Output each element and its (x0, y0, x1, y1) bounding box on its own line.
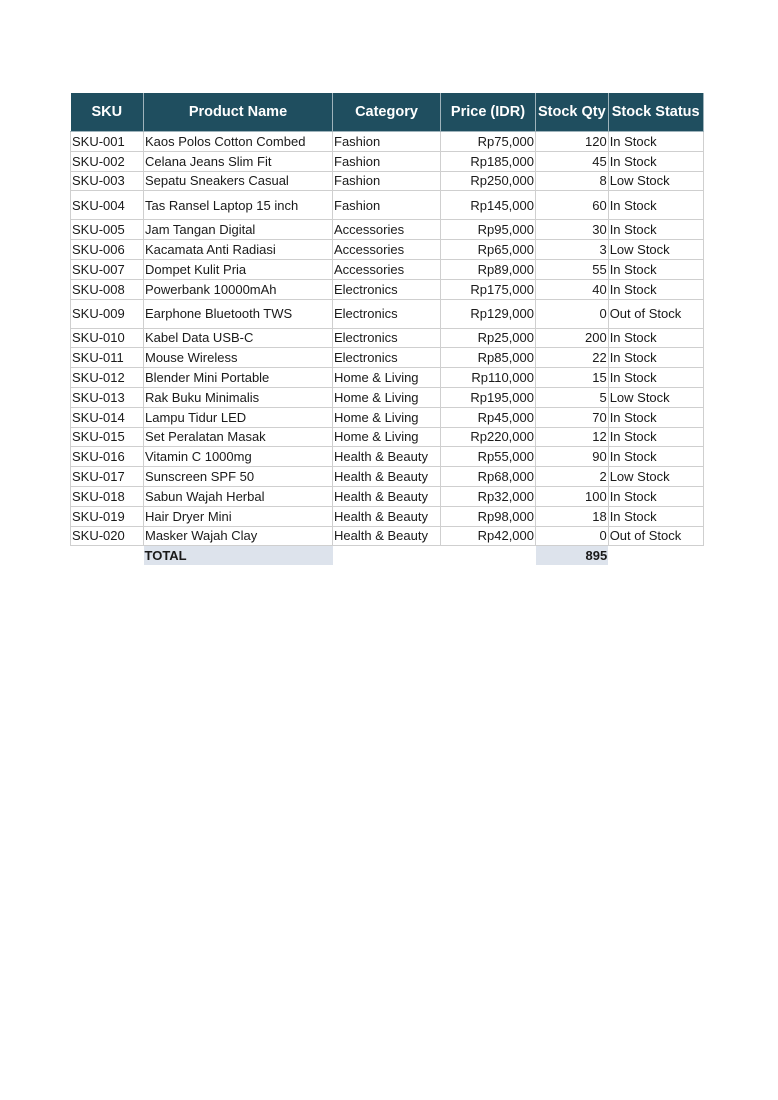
cell-stock-qty[interactable]: 40 (536, 279, 609, 299)
header-row (71, 93, 704, 132)
table-row (71, 299, 704, 328)
cell-stock-qty[interactable]: 0 (536, 299, 609, 328)
cell-sku[interactable]: SKU-018 (71, 486, 144, 506)
table-row (71, 467, 704, 487)
header-stock-qty[interactable]: Stock Qty (536, 93, 609, 132)
cell-stock-qty[interactable]: 60 (536, 191, 609, 220)
cell-product-name[interactable]: Mouse Wireless (144, 348, 333, 368)
cell-stock-qty[interactable]: 30 (536, 220, 609, 240)
total-row (71, 546, 704, 565)
table-row (71, 220, 704, 240)
cell-stock-status[interactable]: In Stock (608, 447, 703, 467)
cell-sku[interactable]: SKU-005 (71, 220, 144, 240)
cell-category[interactable]: Home & Living (333, 407, 441, 427)
cell-product-name[interactable]: Set Peralatan Masak (144, 427, 333, 447)
total-empty-cell (333, 546, 441, 565)
cell-category[interactable]: Fashion (333, 191, 441, 220)
cell-stock-qty[interactable]: 45 (536, 151, 609, 171)
table-row (71, 171, 704, 191)
total-stock-qty[interactable]: 895 (536, 546, 609, 565)
cell-stock-qty[interactable]: 90 (536, 447, 609, 467)
cell-sku[interactable]: SKU-004 (71, 191, 144, 220)
cell-category[interactable]: Electronics (333, 279, 441, 299)
cell-product-name[interactable]: Blender Mini Portable (144, 368, 333, 388)
table-row (71, 368, 704, 388)
table-row (71, 506, 704, 526)
cell-price[interactable]: Rp68,000 (441, 467, 536, 487)
cell-price[interactable]: Rp55,000 (441, 447, 536, 467)
cell-stock-qty[interactable]: 100 (536, 486, 609, 506)
cell-sku[interactable]: SKU-001 (71, 132, 144, 152)
cell-product-name[interactable]: Sepatu Sneakers Casual (144, 171, 333, 191)
table-header (71, 93, 704, 132)
cell-stock-status[interactable]: In Stock (608, 220, 703, 240)
cell-product-name[interactable]: Kacamata Anti Radiasi (144, 240, 333, 260)
cell-product-name[interactable]: Kabel Data USB-C (144, 328, 333, 348)
cell-product-name[interactable]: Hair Dryer Mini (144, 506, 333, 526)
cell-stock-qty[interactable]: 200 (536, 328, 609, 348)
table-row (71, 240, 704, 260)
cell-stock-qty[interactable]: 70 (536, 407, 609, 427)
cell-stock-status[interactable]: In Stock (608, 259, 703, 279)
table-row (71, 427, 704, 447)
cell-product-name[interactable]: Jam Tangan Digital (144, 220, 333, 240)
total-label[interactable]: TOTAL (144, 546, 333, 565)
header-price[interactable]: Price (IDR) (441, 93, 536, 132)
total-empty-cell (71, 546, 144, 565)
cell-stock-status[interactable]: Low Stock (608, 467, 703, 487)
cell-stock-qty[interactable]: 5 (536, 387, 609, 407)
cell-price[interactable]: Rp185,000 (441, 151, 536, 171)
cell-product-name[interactable]: Masker Wajah Clay (144, 526, 333, 546)
cell-category[interactable]: Health & Beauty (333, 486, 441, 506)
cell-stock-status[interactable]: In Stock (608, 279, 703, 299)
cell-sku[interactable]: SKU-010 (71, 328, 144, 348)
cell-stock-status[interactable]: Low Stock (608, 387, 703, 407)
table-row (71, 407, 704, 427)
total-empty-cell (608, 546, 703, 565)
cell-stock-status[interactable]: In Stock (608, 151, 703, 171)
cell-product-name[interactable]: Tas Ransel Laptop 15 inch (144, 191, 333, 220)
cell-category[interactable]: Electronics (333, 299, 441, 328)
cell-price[interactable]: Rp25,000 (441, 328, 536, 348)
cell-sku[interactable]: SKU-020 (71, 526, 144, 546)
table-row (71, 259, 704, 279)
inventory-table (70, 93, 704, 565)
cell-stock-status[interactable]: In Stock (608, 132, 703, 152)
cell-stock-status[interactable]: In Stock (608, 191, 703, 220)
cell-price[interactable]: Rp195,000 (441, 387, 536, 407)
cell-sku[interactable]: SKU-008 (71, 279, 144, 299)
table-row (71, 526, 704, 546)
cell-sku[interactable]: SKU-012 (71, 368, 144, 388)
cell-category[interactable]: Health & Beauty (333, 447, 441, 467)
cell-sku[interactable]: SKU-015 (71, 427, 144, 447)
table-row (71, 132, 704, 152)
cell-stock-qty[interactable]: 120 (536, 132, 609, 152)
cell-price[interactable]: Rp145,000 (441, 191, 536, 220)
cell-sku[interactable]: SKU-011 (71, 348, 144, 368)
cell-category[interactable]: Home & Living (333, 368, 441, 388)
cell-category[interactable]: Fashion (333, 171, 441, 191)
cell-stock-status[interactable]: Out of Stock (608, 526, 703, 546)
cell-category[interactable]: Accessories (333, 240, 441, 260)
header-sku[interactable]: SKU (71, 93, 144, 132)
cell-product-name[interactable]: Sabun Wajah Herbal (144, 486, 333, 506)
cell-category[interactable]: Health & Beauty (333, 526, 441, 546)
table-row (71, 348, 704, 368)
cell-category[interactable]: Health & Beauty (333, 506, 441, 526)
cell-category[interactable]: Home & Living (333, 427, 441, 447)
cell-price[interactable]: Rp110,000 (441, 368, 536, 388)
cell-stock-status[interactable]: Low Stock (608, 171, 703, 191)
cell-stock-qty[interactable]: 8 (536, 171, 609, 191)
cell-category[interactable]: Fashion (333, 132, 441, 152)
table-footer (71, 546, 704, 565)
header-category[interactable]: Category (333, 93, 441, 132)
cell-product-name[interactable]: Rak Buku Minimalis (144, 387, 333, 407)
cell-product-name[interactable]: Kaos Polos Cotton Combed (144, 132, 333, 152)
table-row (71, 191, 704, 220)
cell-category[interactable]: Home & Living (333, 387, 441, 407)
cell-stock-qty[interactable]: 12 (536, 427, 609, 447)
cell-category[interactable]: Health & Beauty (333, 467, 441, 487)
cell-stock-qty[interactable]: 2 (536, 467, 609, 487)
cell-product-name[interactable]: Sunscreen SPF 50 (144, 467, 333, 487)
cell-sku[interactable]: SKU-013 (71, 387, 144, 407)
header-product-name[interactable]: Product Name (144, 93, 333, 132)
cell-price[interactable]: Rp75,000 (441, 132, 536, 152)
cell-category[interactable]: Electronics (333, 348, 441, 368)
cell-product-name[interactable]: Powerbank 10000mAh (144, 279, 333, 299)
cell-price[interactable]: Rp98,000 (441, 506, 536, 526)
cell-price[interactable]: Rp129,000 (441, 299, 536, 328)
table-row (71, 151, 704, 171)
cell-sku[interactable]: SKU-017 (71, 467, 144, 487)
cell-category[interactable]: Accessories (333, 220, 441, 240)
cell-product-name[interactable]: Dompet Kulit Pria (144, 259, 333, 279)
table-row (71, 486, 704, 506)
cell-sku[interactable]: SKU-007 (71, 259, 144, 279)
cell-price[interactable]: Rp32,000 (441, 486, 536, 506)
cell-stock-qty[interactable]: 22 (536, 348, 609, 368)
cell-sku[interactable]: SKU-016 (71, 447, 144, 467)
cell-stock-status[interactable]: In Stock (608, 506, 703, 526)
cell-category[interactable]: Electronics (333, 328, 441, 348)
cell-stock-status[interactable]: In Stock (608, 328, 703, 348)
table-body (71, 132, 704, 546)
cell-price[interactable]: Rp250,000 (441, 171, 536, 191)
table-row (71, 279, 704, 299)
total-empty-cell (441, 546, 536, 565)
cell-product-name[interactable]: Earphone Bluetooth TWS (144, 299, 333, 328)
cell-product-name[interactable]: Vitamin C 1000mg (144, 447, 333, 467)
cell-sku[interactable]: SKU-019 (71, 506, 144, 526)
cell-stock-qty[interactable]: 15 (536, 368, 609, 388)
cell-category[interactable]: Fashion (333, 151, 441, 171)
cell-price[interactable]: Rp85,000 (441, 348, 536, 368)
table-row (71, 328, 704, 348)
cell-stock-qty[interactable]: 3 (536, 240, 609, 260)
table-row (71, 447, 704, 467)
cell-stock-status[interactable]: In Stock (608, 407, 703, 427)
cell-stock-qty[interactable]: 0 (536, 526, 609, 546)
cell-stock-status[interactable]: In Stock (608, 486, 703, 506)
cell-sku[interactable]: SKU-002 (71, 151, 144, 171)
cell-price[interactable]: Rp95,000 (441, 220, 536, 240)
cell-stock-status[interactable]: In Stock (608, 427, 703, 447)
cell-price[interactable]: Rp65,000 (441, 240, 536, 260)
cell-stock-qty[interactable]: 18 (536, 506, 609, 526)
cell-stock-status[interactable]: Low Stock (608, 240, 703, 260)
cell-stock-qty[interactable]: 55 (536, 259, 609, 279)
cell-product-name[interactable]: Lampu Tidur LED (144, 407, 333, 427)
cell-stock-status[interactable]: In Stock (608, 348, 703, 368)
cell-stock-status[interactable]: Out of Stock (608, 299, 703, 328)
cell-category[interactable]: Accessories (333, 259, 441, 279)
cell-price[interactable]: Rp45,000 (441, 407, 536, 427)
cell-sku[interactable]: SKU-009 (71, 299, 144, 328)
cell-price[interactable]: Rp220,000 (441, 427, 536, 447)
cell-price[interactable]: Rp175,000 (441, 279, 536, 299)
cell-sku[interactable]: SKU-014 (71, 407, 144, 427)
table-row (71, 387, 704, 407)
cell-stock-status[interactable]: In Stock (608, 368, 703, 388)
cell-sku[interactable]: SKU-003 (71, 171, 144, 191)
cell-sku[interactable]: SKU-006 (71, 240, 144, 260)
cell-price[interactable]: Rp42,000 (441, 526, 536, 546)
cell-price[interactable]: Rp89,000 (441, 259, 536, 279)
cell-product-name[interactable]: Celana Jeans Slim Fit (144, 151, 333, 171)
header-stock-status[interactable]: Stock Status (608, 93, 703, 132)
